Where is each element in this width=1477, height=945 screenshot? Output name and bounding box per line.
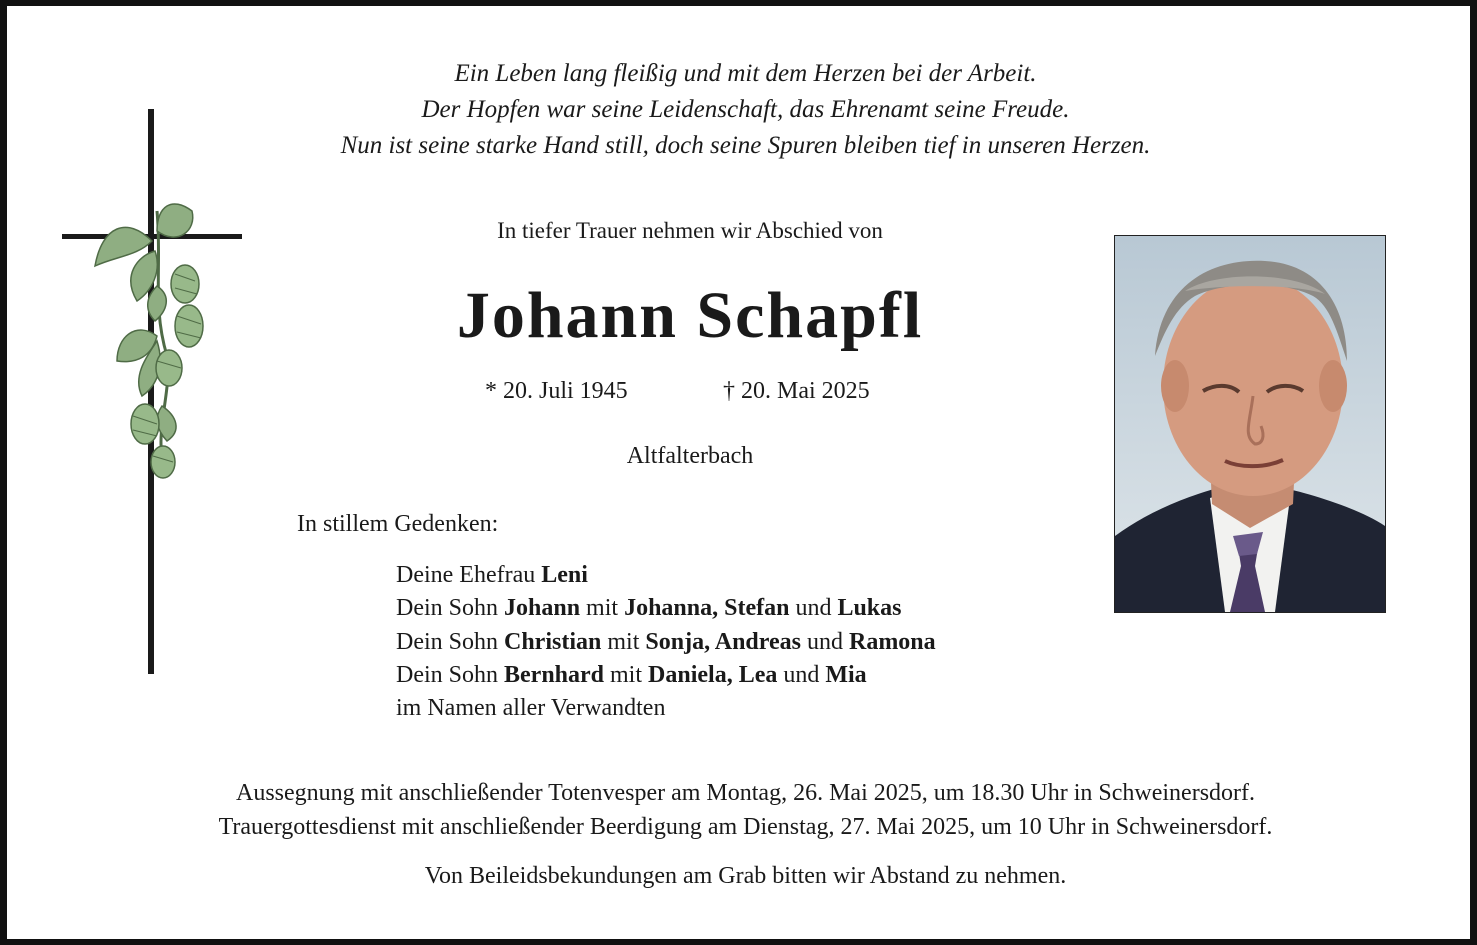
mourner-text: mit	[580, 595, 625, 622]
mourner-line	[396, 692, 936, 725]
mourner-name: Johann	[504, 595, 581, 622]
mourner-text: im Namen aller Verwandten	[396, 695, 666, 722]
service-line: Aussegnung mit anschließender Totenvesper am Montag, 26. Mai 2025, um 18.30 Uhr in Schweinersdorf.	[235, 780, 1256, 806]
mourner-name: Bernhard	[504, 661, 605, 688]
memory-heading: In stillem Gedenken:	[297, 511, 499, 537]
mourner-name: Mia	[825, 661, 867, 688]
service-info	[7, 776, 1477, 844]
mourner-name: Ramona	[848, 628, 936, 655]
service-line: Trauergottesdienst mit anschließender Beerdigung am Dienstag, 27. Mai 2025, um 10 Uhr in Schweinersdorf.	[218, 814, 1273, 840]
mourner-name: Sonja, Andreas	[645, 628, 801, 655]
mourner-name: Leni	[541, 562, 588, 588]
portrait-photo	[1114, 235, 1386, 613]
cross-hop-icon	[57, 106, 257, 681]
motto-line: Ein Leben lang fleißig und mit dem Herzen bei der Arbeit.	[454, 60, 1037, 87]
mourner-text: Dein Sohn	[396, 628, 504, 655]
mourner-name: Daniela, Lea	[648, 661, 778, 688]
motto-line: Der Hopfen war seine Leidenschaft, das Ehrenamt seine Freude.	[421, 96, 1070, 123]
mourner-name: Johanna, Stefan	[624, 595, 790, 622]
motto-line: Nun ist seine starke Hand still, doch seine Spuren bleiben tief in unseren Herzen.	[340, 132, 1151, 159]
mourner-text: mit	[601, 628, 646, 655]
intro-text: In tiefer Trauer nehmen wir Abschied von	[497, 218, 883, 243]
mourner-text: mit	[604, 661, 649, 688]
mourner-text: Deine Ehefrau	[396, 562, 542, 588]
mourner-text: und	[800, 628, 849, 655]
mourner-text: und	[777, 661, 826, 688]
hometown: Altfalterbach	[626, 443, 754, 469]
death-date: † 20. Mai 2025	[723, 378, 870, 404]
closing-note: Von Beileidsbekundungen am Grab bitten wir Abstand zu nehmen.	[424, 863, 1067, 889]
mourner-line	[396, 626, 936, 659]
mourner-text: Dein Sohn	[396, 661, 504, 688]
mourner-line	[396, 559, 936, 592]
mourner-text: Dein Sohn	[396, 595, 504, 622]
mourner-line	[396, 592, 936, 625]
mourners-list	[396, 559, 936, 725]
mourner-text: und	[789, 595, 838, 622]
deceased-name: Johann Schapfl	[456, 279, 924, 352]
mourner-name: Christian	[504, 628, 602, 655]
birth-date: * 20. Juli 1945	[485, 378, 628, 404]
mourner-line	[396, 659, 936, 692]
mourner-name: Lukas	[837, 595, 902, 622]
